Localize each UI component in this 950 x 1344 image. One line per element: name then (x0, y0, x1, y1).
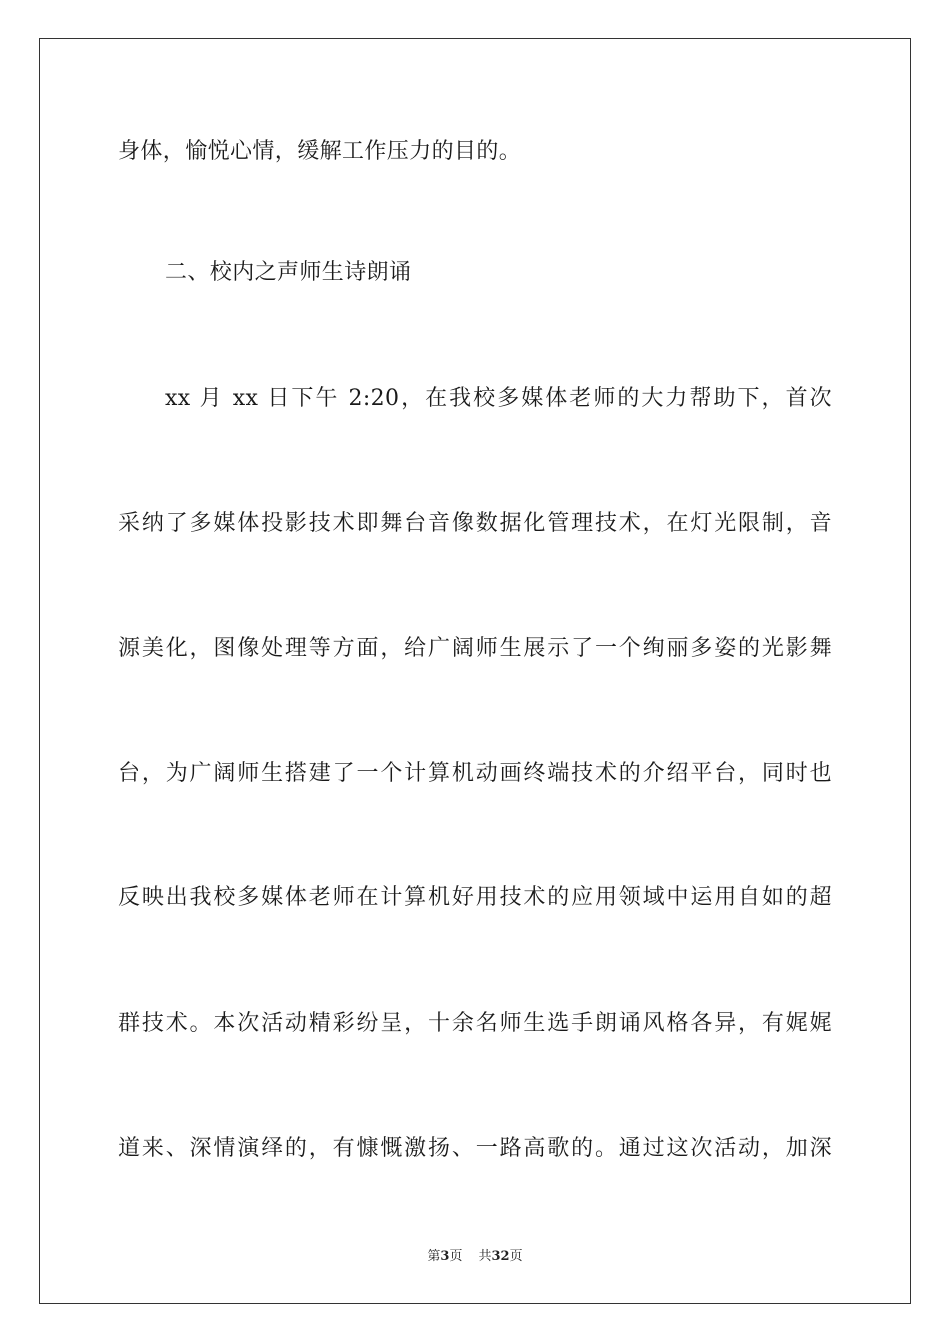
page-suffix: 页 (449, 1249, 463, 1264)
total-suffix: 页 (509, 1249, 523, 1264)
body-text-line-6: 反映出我校多媒体老师在计算机好用技术的应用领域中运用自如的超 (118, 885, 832, 910)
page-prefix: 第 (427, 1249, 441, 1264)
page-frame (39, 38, 911, 1304)
body-text-line-1: 身体，愉悦心情，缓解工作压力的目的。 (118, 139, 522, 164)
body-text-line-7: 群技术。本次活动精彩纷呈，十余名师生选手朗诵风格各异，有娓娓 (118, 1011, 832, 1036)
body-text-line-8: 道来、深情演绎的，有慷慨激扬、一路高歌的。通过这次活动，加深 (118, 1136, 832, 1161)
body-text-line-4: 源美化，图像处理等方面，给广阔师生展示了一个绚丽多姿的光影舞 (118, 636, 832, 661)
total-pages: 32 (491, 1249, 510, 1264)
page-number: 3 (440, 1249, 450, 1264)
section-heading: 二、校内之声师生诗朗诵 (165, 260, 412, 285)
body-text-line-2: xx 月 xx 日下午 2:20，在我校多媒体老师的大力帮助下，首次 (165, 386, 832, 411)
total-prefix: 共 (478, 1249, 492, 1264)
body-text-line-5: 台，为广阔师生搭建了一个计算机动画终端技术的介绍平台，同时也 (118, 761, 832, 786)
body-text-line-3: 采纳了多媒体投影技术即舞台音像数据化管理技术，在灯光限制，音 (118, 511, 832, 536)
page-footer (0, 1248, 950, 1266)
